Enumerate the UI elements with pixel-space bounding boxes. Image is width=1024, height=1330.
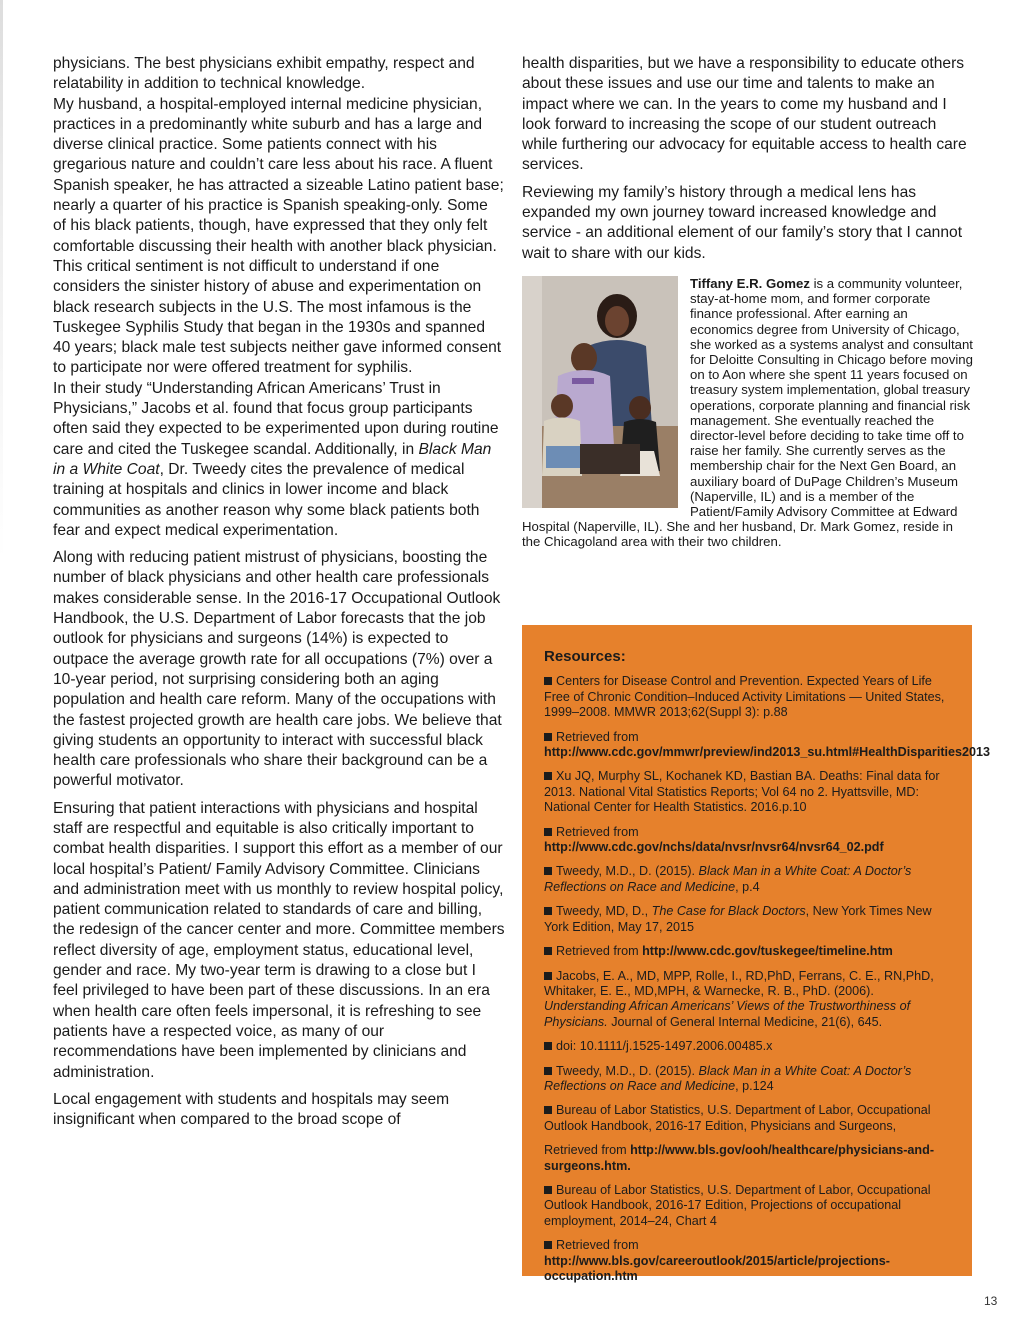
paragraph: Reviewing my family’s history through a medical lens has expanded my own journey toward increased knowledge and service - an additional element of our family’s story that I cannot wait to share with our kids.: [522, 183, 963, 262]
resources-title: Resources:: [544, 648, 626, 665]
paragraph: In their study “Understanding African Americans’ Trust in Physicians,” Jacobs et al. found that focus group participants often said they expected to be experimented upon during routine care and cited the Tuskegee scandal. Additionally, in Black Man in a White Coat, Dr. Tweedy cites the prevalence of medical training at hospitals and clinics in lower income and black communities as another reason why some black patients both fear and expect medical experimentation.: [53, 379, 499, 539]
resource-item: Retrieved from http://www.bls.gov/ooh/healthcare/physicians-and-surgeons.htm.: [544, 1143, 935, 1173]
resource-item: Centers for Disease Control and Prevention. Expected Years of Life Free of Chronic Condition–Induced Activity Limitations — United States, 1999–2008. MMWR 2013;62(Suppl 3): p.88: [544, 674, 945, 720]
family-photo-illustration: [522, 276, 678, 508]
resource-item: Tweedy, M.D., D. (2015). Black Man in a White Coat: A Doctor’s Reflections on Race and Medicine, p.124: [544, 1063, 912, 1093]
resource-link[interactable]: http://www.bls.gov/careeroutlook/2015/article/projections-occupation.htm: [544, 1253, 890, 1283]
square-bullet-icon: [544, 1186, 552, 1194]
paragraph: Local engagement with students and hospitals may seem insignificant when compared to the broad scope of: [53, 1090, 450, 1129]
resource-item: Retrieved from http://www.cdc.gov/nchs/data/nvsr/nvsr64/nvsr64_02.pdf: [544, 824, 884, 855]
square-bullet-icon: [544, 677, 552, 685]
resource-item: Retrieved from http://www.bls.gov/careeroutlook/2015/article/projections-occupation.htm: [544, 1238, 890, 1283]
square-bullet-icon: [544, 1067, 552, 1075]
resource-link[interactable]: http://www.bls.gov/ooh/healthcare/physicians-and-surgeons.htm.: [544, 1143, 935, 1173]
resource-item: Bureau of Labor Statistics, U.S. Department of Labor, Occupational Outlook Handbook, 2016-17 Edition, Projections of occupational employment, 2014–24, Chart 4: [544, 1182, 931, 1228]
book-title: Black Man in a White Coat: [53, 440, 492, 478]
paragraph: Along with reducing patient mistrust of physicians, boosting the number of black physicians and other health care professionals makes considerable sense. In the 2016-17 Occupational Outlook Handbook, the U.S. Department of Labor forecasts that the job outlook for physicians and surgeons (14%) is expected to outpace the average growth rate for all occupations (7%) over a 10-year period, not surprising considering both an aging population and health care reform. Many of the occupations with the fastest projected growth are health care jobs. We believe that giving students an opportunity to interact with successful black health care professionals who share their background can be a powerful motivator.: [53, 549, 502, 790]
left-column: [53, 54, 505, 1137]
square-bullet-icon: [544, 1106, 552, 1114]
paragraph: physicians. The best physicians exhibit empathy, respect and relatability in addition to technical knowledge.: [53, 55, 475, 93]
resource-link[interactable]: http://www.cdc.gov/mmwr/preview/ind2013_su.html#HealthDisparities2013: [544, 745, 991, 760]
bio-paragraph: Tiffany E.R. Gomez is a community volunteer, stay-at-home mom, and former corporate finance professional. After earning an economics degree from University of Chicago, she worked as a systems analyst and consultant for Deloitte Consulting in Chicago before moving on to Aon where she spent 11 years focused on treasury system implementation, global treasury operations, corporate planning and financial risk management. She eventually reached the director-level before deciding to take time off to raise her family. She currently serves as the membership chair for the Next Gen Board, an auxiliary board of DuPage Children’s Museum (Naperville, IL) and is a member of the Patient/Family Advisory Committee at Edward Hospital (Naperville, IL). She and her husband, Dr. Mark Gomez, reside in the Chicagoland area with their two children.: [522, 275, 973, 550]
bio-name: Tiffany E.R. Gomez: [690, 275, 810, 291]
resource-item: Tweedy, MD, D., The Case for Black Doctors, New York Times New York Edition, May 17, 2015: [544, 904, 932, 934]
square-bullet-icon: [544, 867, 552, 875]
resources-box: [522, 625, 991, 1283]
resource-item: Retrieved from http://www.cdc.gov/mmwr/preview/ind2013_su.html#HealthDisparities2013: [544, 729, 991, 760]
square-bullet-icon: [544, 972, 552, 980]
author-bio: [522, 276, 974, 550]
page-number: 13: [984, 1294, 998, 1308]
square-bullet-icon: [544, 947, 552, 955]
resource-item: Tweedy, M.D., D. (2015). Black Man in a White Coat: A Doctor’s Reflections on Race and Medicine, p.4: [544, 864, 912, 894]
square-bullet-icon: [544, 1042, 552, 1050]
resource-item: doi: 10.1111/j.1525-1497.2006.00485.x: [544, 1039, 950, 1054]
resource-item: Jacobs, E. A., MD, MPP, Rolle, I., RD,PhD, Ferrans, C. E., RN,PhD, Whitaker, E. E., MD,MPH, & Warnecke, R. B., PhD. (2006). Understanding African Americans’ Views of the Trustworthiness of Physicians. Journal of General Internal Medicine, 21(6), 645.: [544, 968, 934, 1029]
paragraph: Ensuring that patient interactions with physicians and hospital staff are respectful and equitable is also critically important to combat health disparities. I support this effort as a member of our local hospital’s Patient/ Family Advisory Committee. Clinicians and administration meet with us monthly to review hospital policy, patient communication related to standards of care and billing, the redesign of the cancer center and more. Committee members reflect diversity of age, employment status, educational level, gender and race. My two-year term is drawing to a close but I feel privileged to have been part of these discussions. In an era when health care often feels impersonal, it is refreshing to see patients have a respected voice, as many of our recommendations have been implemented by clinicians and administration.: [53, 799, 505, 1081]
page-edge-shadow: [0, 0, 3, 560]
family-photo: [522, 276, 678, 508]
square-bullet-icon: [544, 1241, 552, 1249]
square-bullet-icon: [544, 828, 552, 836]
square-bullet-icon: [544, 733, 552, 741]
resource-item: Bureau of Labor Statistics, U.S. Department of Labor, Occupational Outlook Handbook, 2016-17 Edition, Physicians and Surgeons,: [544, 1103, 931, 1133]
right-column: [522, 54, 974, 550]
square-bullet-icon: [544, 772, 552, 780]
resource-item: Retrieved from http://www.cdc.gov/tuskegee/timeline.htm: [544, 944, 950, 959]
paragraph: My husband, a hospital-employed internal medicine physician, practices in a predominantly white suburb and has a large and diverse clinical practice. Some patients connect with his gregarious nature and couldn’t care less about his race. A fluent Spanish speaker, he has attracted a sizeable Latino patient base; nearly a quarter of his practice is Spanish speaking-only. Some of his black patients, though, have expressed that they only felt comfortable discussing their health with another black physician. This critical sentiment is not difficult to understand if one considers the sinister history of abuse and experimentation on black research subjects in the U.S. The most infamous is the Tuskegee Syphilis Study that began in the 1930s and spanned 40 years; black male test subjects neither gave informed consent to participate nor were offered treatment for syphilis.: [53, 95, 504, 377]
resource-item: Xu JQ, Murphy SL, Kochanek KD, Bastian BA. Deaths: Final data for 2013. National Vital Statistics Reports; Vol 64 no 2. Hyattsville, MD: National Center for Health Statistics. 2016.p.10: [544, 769, 940, 815]
square-bullet-icon: [544, 907, 552, 915]
paragraph: health disparities, but we have a responsibility to educate others about these issues and use our time and talents to make an impact where we can. In the years to come my husband and I look forward to increasing the scope of our student outreach while furthering our advocacy for equitable access to health care services.: [522, 55, 967, 174]
resource-link[interactable]: http://www.cdc.gov/tuskegee/timeline.htm: [642, 944, 893, 959]
resource-link[interactable]: http://www.cdc.gov/nchs/data/nvsr/nvsr64/nvsr64_02.pdf: [544, 840, 884, 855]
